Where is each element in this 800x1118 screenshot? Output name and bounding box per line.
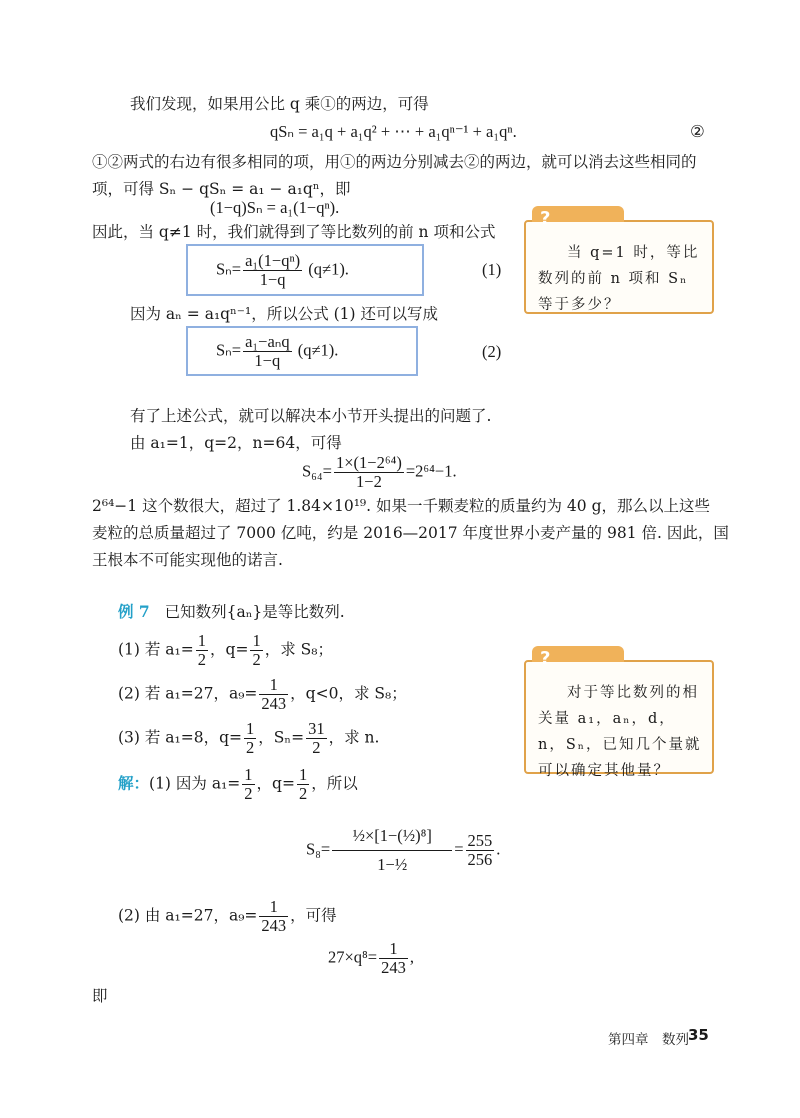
- fraction: [466, 832, 495, 869]
- denominator: 2: [246, 738, 255, 757]
- numerator: 31: [308, 719, 325, 738]
- text-line: 即: [92, 987, 108, 1005]
- fraction: [379, 940, 408, 977]
- numerator: 1: [244, 765, 253, 784]
- equation-tag: ②: [690, 122, 705, 141]
- numerator: 1×(1−2⁶⁴): [336, 453, 402, 472]
- denominator: 2: [312, 738, 321, 757]
- intro-line: ①②两式的右边有很多相同的项，用①的两边分别减去②的两边，就可以消去这些相同的: [92, 153, 697, 171]
- equation-lhs: S₈=: [306, 839, 331, 859]
- denominator: 243: [381, 958, 406, 977]
- fraction: [334, 454, 404, 491]
- formula-lhs: Sₙ=: [216, 259, 242, 279]
- numerator: ½×[1−(½)⁸]: [332, 822, 452, 851]
- denominator: 243: [261, 694, 287, 713]
- question-mark-icon: ?: [540, 208, 551, 229]
- intro-line: 项，可得 Sₙ − qSₙ = a₁ − a₁qⁿ，即: [92, 180, 351, 198]
- question-mark-icon: ?: [540, 648, 551, 669]
- formula-tag: (1): [482, 260, 502, 279]
- fraction: [306, 720, 327, 757]
- fraction: [259, 676, 288, 713]
- formula-box: [186, 244, 424, 296]
- formula-lhs: Sₙ=: [216, 340, 242, 360]
- numerator: 1: [252, 631, 261, 650]
- text-line: 王根本不可能实现他的诺言.: [92, 551, 283, 569]
- text-line: 因为 aₙ = a₁qⁿ⁻¹，所以公式 (1) 还可以写成: [130, 305, 439, 323]
- denominator: 1−q: [254, 351, 281, 370]
- denominator: 2: [252, 650, 261, 669]
- problem-text: (2) 若 a₁=27，a₉=: [118, 684, 258, 703]
- equation: (1−q)Sₙ = a₁(1−qⁿ).: [210, 198, 340, 217]
- fraction: [250, 632, 262, 669]
- chapter-footer: 第四章 数列: [608, 1032, 689, 1048]
- denominator: 243: [261, 916, 287, 935]
- fraction: [244, 720, 256, 757]
- fraction: [332, 822, 452, 879]
- fraction: [243, 252, 302, 289]
- solution-text: ，所以: [311, 774, 358, 793]
- numerator: 1: [246, 719, 255, 738]
- denominator: 1−q: [259, 270, 286, 289]
- thinking-note: [524, 208, 714, 314]
- equation-lhs: 27×q⁸=: [328, 947, 378, 967]
- problem-text: ，求 n.: [328, 728, 380, 747]
- fraction: [297, 766, 309, 803]
- problem-text: ，q<0，求 S₈；: [290, 684, 407, 703]
- denominator: 256: [467, 850, 493, 869]
- problem-text: (1) 若 a₁=: [118, 640, 194, 659]
- problem-text: ，Sₙ=: [258, 728, 305, 747]
- example-title: 已知数列{aₙ}是等比数列.: [164, 603, 345, 621]
- solution-text: (1) 因为 a₁=: [149, 774, 241, 793]
- example-label: 例 7: [118, 602, 150, 621]
- text-line: 有了上述公式，就可以解决本小节开头提出的问题了.: [130, 407, 492, 425]
- condition: (q≠1).: [308, 259, 349, 279]
- thinking-note: [524, 648, 714, 779]
- problem-text: ，求 S₈；: [264, 640, 333, 659]
- problem-text: (3) 若 a₁=8，q=: [118, 728, 243, 747]
- equation-2: qSₙ = a₁q + a₁q² + ⋯ + a₁qⁿ⁻¹ + a₁qⁿ.: [270, 122, 517, 141]
- denominator: 2: [298, 784, 308, 803]
- fraction: [259, 898, 288, 935]
- solution-text: (2) 由 a₁=27，a₉=: [118, 906, 258, 925]
- numerator: 1: [379, 940, 408, 959]
- equation-rhs: =2⁶⁴−1.: [405, 461, 457, 481]
- note-text: 当 q=1 时，等比数列的前 n 项和 Sₙ 等于多少？: [538, 245, 700, 313]
- text-line: 麦粒的总质量超过了 7000 亿吨，约是 2016—2017 年度世界小麦产量的 981 倍. 因此，国: [92, 524, 729, 542]
- formula-box: [186, 326, 418, 376]
- numerator: 1: [259, 898, 288, 917]
- intro-line: 因此，当 q≠1 时，我们就得到了等比数列的前 n 项和公式: [92, 223, 496, 241]
- denominator: 2: [197, 650, 207, 669]
- numerator: 1: [197, 631, 207, 650]
- fraction: [196, 632, 208, 669]
- problem-text: ，q=: [210, 640, 249, 659]
- solution-text: ，可得: [290, 906, 337, 925]
- solution-label: 解：: [118, 773, 150, 793]
- solution-text: ，q=: [256, 774, 295, 793]
- fraction: [243, 333, 292, 370]
- condition: (q≠1).: [297, 340, 339, 360]
- denominator: 2: [244, 784, 253, 803]
- numerator: a₁−aₙq: [245, 332, 290, 351]
- page-number: 35: [688, 1026, 709, 1044]
- denominator: 1−2: [356, 472, 382, 491]
- text-line: 由 a₁=1，q=2，n=64，可得: [130, 434, 342, 452]
- numerator: 1: [259, 676, 288, 695]
- denominator: 1−½: [377, 855, 408, 874]
- numerator: 255: [467, 831, 493, 850]
- numerator: 1: [298, 765, 308, 784]
- note-text: 对于等比数列的相关量 a₁，aₙ，d，n，Sₙ，已知几个量就可以确定其他量？: [538, 685, 702, 779]
- equation-lhs: S₆₄=: [302, 461, 332, 481]
- text-line: 2⁶⁴−1 这个数很大，超过了 1.84×10¹⁹. 如果一千颗麦粒的质量约为 40 g，那么以上这些: [92, 497, 710, 515]
- formula-tag: (2): [482, 342, 502, 361]
- numerator: a₁(1−qⁿ): [245, 251, 301, 270]
- fraction: [242, 766, 254, 803]
- intro-line: 我们发现，如果用公比 q 乘①的两边，可得: [130, 95, 429, 113]
